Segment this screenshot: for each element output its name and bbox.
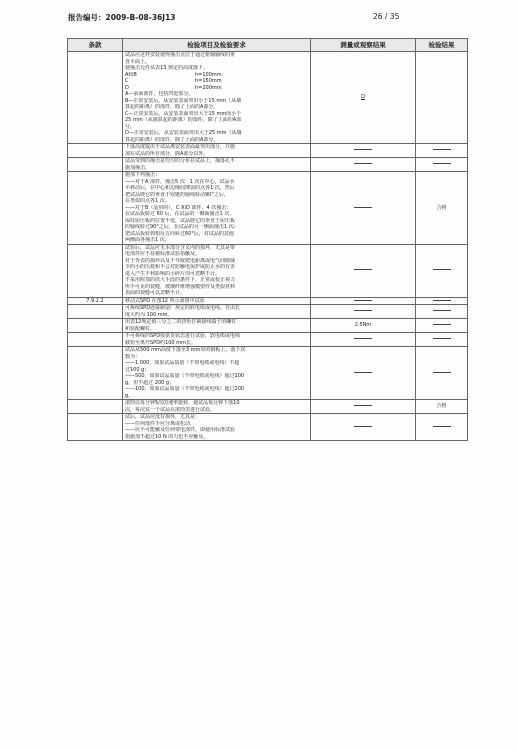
dash-mark — [354, 310, 372, 311]
requirement-cell — [123, 158, 311, 172]
verdict-cell — [416, 319, 468, 333]
requirement-line: 指施加不超过10 N 的力也不应触及。 — [125, 433, 209, 440]
requirement-line: 试品受到的撞击是均匀的分布在试品上，撞落孔不 — [125, 158, 236, 164]
requirement-line: 分。 — [125, 123, 136, 130]
dash-mark — [433, 372, 451, 373]
requirement-line: 和装配螺钉。 — [125, 325, 156, 332]
requirement-line: 在试品扳转过 60 后，在试品的一侧面撞击1 次， — [125, 211, 235, 217]
verdict-cell — [416, 158, 468, 172]
dash-mark — [354, 163, 372, 164]
dash-mark — [433, 338, 451, 339]
requirement-cell — [123, 244, 311, 297]
requirement-line: ——对于A 部件，撞击5 次：1 次在中心，试品水 — [125, 178, 235, 185]
column-header-clause: 条款 — [68, 39, 123, 52]
clause-cell — [68, 414, 123, 441]
table-row — [68, 158, 468, 172]
clause-cell — [68, 347, 123, 400]
table-row — [68, 347, 468, 400]
table-row — [68, 144, 468, 158]
dash-mark — [354, 300, 372, 301]
requirement-line: 下落高度取决于试品离安装表面最突出部分，并施 — [125, 144, 236, 150]
verdict-cell-text: 合格 — [436, 403, 447, 410]
dash-mark — [433, 163, 451, 164]
verdict-cell — [416, 347, 468, 400]
verdict-cell — [416, 144, 468, 158]
verdict-cell — [416, 172, 468, 245]
requirement-line: 数为： — [125, 353, 141, 360]
requirement-line: 把试品绕它的垂直于铰链的轴线转动90°之后， — [125, 191, 229, 198]
page-number: 26 / 35 — [373, 12, 400, 21]
clause-cell — [68, 172, 123, 245]
requirement-line: g。 — [125, 392, 134, 399]
dash-mark — [354, 207, 372, 208]
requirement-line: 不可拆线的SPD按供货状态进行试验，软电缆或电线 — [125, 333, 241, 339]
clause-cell — [68, 52, 123, 144]
dash-mark — [433, 426, 451, 427]
table-row — [68, 244, 468, 297]
clause-cell — [68, 244, 123, 297]
requirement-line: A和B h=100mm — [125, 71, 222, 78]
dash-mark — [433, 324, 451, 325]
requirement-line: 加在试品的所有部分，除A部分以外。 — [125, 150, 209, 157]
requirement-line: 施加撞击。 — [125, 164, 151, 171]
requirement-line: C h=150mm — [125, 78, 222, 84]
verdict-cell — [416, 52, 468, 144]
column-header-verdict: 检验结果 — [416, 39, 468, 52]
requirement-line: ——500，如果试品质量（不带电缆或电线）超过100 — [125, 373, 245, 379]
requirement-line: 保持屋压板的位置不变，试品绕它的垂直于屋压板 — [125, 217, 236, 224]
requirement-cell — [123, 319, 311, 333]
measurement-cell — [311, 297, 416, 305]
requirement-line: 可拆线SPD连接制造厂规定的软电缆或电线，自由长 — [125, 305, 241, 311]
table-row — [68, 305, 468, 319]
dash-mark — [433, 310, 451, 311]
report-number-label: 报告编号： — [68, 13, 106, 22]
measurement-cell — [311, 347, 416, 400]
requirement-line: 算起的距离）的部件，除了上面的A部分。 — [125, 136, 219, 143]
verdict-cell — [416, 297, 468, 305]
requirement-line: 滚筒以每分钟5次的速率旋转，使试品每分钟下落10 — [125, 400, 240, 406]
requirement-cell — [123, 347, 311, 400]
clause-cell — [68, 144, 123, 158]
inspection-table — [67, 38, 468, 441]
requirement-line: 过100 g； — [125, 366, 150, 373]
measurement-cell — [311, 52, 416, 144]
requirement-line: ——1 000，如果试品质量（不带电缆或电线）不超 — [125, 360, 240, 366]
requirement-line: 所不可见的裂缝，玻璃纤维增强模塑件及类似材料 — [125, 283, 236, 290]
column-header-measurement: 测量或观察结果 — [311, 39, 416, 52]
dash-mark — [433, 300, 451, 301]
verdict-cell — [416, 414, 468, 441]
requirement-line: D—正常安装后，从安装表面突出大于25 mm（从墙 — [125, 130, 242, 136]
requirement-line: ——100，如果试品质量（不带电缆或电线）超过200 — [125, 386, 245, 392]
report-number-header — [68, 12, 176, 23]
requirement-cell — [123, 305, 311, 319]
requirement-line: 截短至离开SPD约100 mm长。 — [125, 339, 196, 346]
requirement-cell — [123, 144, 311, 158]
requirement-line: A—前面部件，包括凹进部分。 — [125, 91, 194, 97]
dash-mark — [354, 149, 372, 150]
measurement-cell — [311, 158, 416, 172]
measurement-cell — [311, 144, 416, 158]
requirement-cell — [123, 52, 311, 144]
requirement-cell — [123, 414, 311, 441]
requirement-line: ——任何部件不应分离或松动， — [125, 420, 196, 427]
requirement-line: 度大约为 100 mm。 — [125, 311, 173, 318]
measurement-cell — [311, 400, 416, 414]
measurement-cell — [311, 244, 416, 297]
requirement-line: D h=200mm — [125, 84, 222, 91]
verdict-cell — [416, 244, 468, 297]
requirement-line: B—正常安装后，从安装表面突出小于15 mm（从墙 — [125, 97, 242, 104]
verdict-cell — [416, 305, 468, 319]
requirement-cell — [123, 172, 311, 245]
measurement-cell — [311, 414, 416, 441]
requirement-line: g，但不超过 200 g； — [125, 379, 175, 386]
measurement-cell-text: 2.5Nm — [354, 322, 372, 329]
dash-mark — [354, 338, 372, 339]
requirement-line: C—正常安装后，从安装表面突出大于15 mm而小于 — [125, 110, 242, 117]
dash-mark — [433, 269, 451, 270]
dash-mark — [354, 269, 372, 270]
requirement-line: 进入产生不利影响的小碎片均可忽略不计。 — [125, 270, 221, 277]
verdict-cell — [416, 333, 468, 347]
requirement-line: 在类似的点各1 次。 — [125, 198, 170, 204]
measurement-cell-text: D — [361, 94, 365, 101]
measurement-cell — [311, 333, 416, 347]
verdict-cell — [416, 400, 468, 414]
requirement-line: 25 mm（从墙算起的距离）的部件，除了上面的A部 — [125, 117, 242, 123]
clause-cell — [68, 319, 123, 333]
requirement-cell — [123, 400, 311, 414]
dash-mark — [433, 149, 451, 150]
requirement-line: 平移动后，在中心和边缘间薄弱的点各1 次，然后 — [125, 185, 235, 191]
clause-cell — [68, 333, 123, 347]
requirement-line: 两侧面各撞击1 次。 — [125, 237, 170, 243]
requirement-line: ——对于B（适用时），C 和D 部件，4 次撞击： — [125, 204, 232, 211]
clause-cell — [68, 305, 123, 319]
table-row — [68, 319, 468, 333]
column-header-items: 检验项目及检验要求 — [123, 39, 311, 52]
requirement-line: 试品从500 mm高度下落至3 mm厚的钢板上，落下次 — [125, 347, 246, 353]
requirement-line: 不采用附加的放大手段的条件下，正常或校正视力 — [125, 277, 236, 283]
measurement-cell — [311, 305, 416, 319]
requirement-line: 直平面上。 — [125, 58, 151, 65]
requirement-line: 的轴线转过90°之后，在试品的另一侧面撞击1 次； — [125, 224, 239, 230]
requirement-line: 试后，试品应没有损坏，尤其是： — [125, 414, 201, 420]
requirement-line: 次，每次仅一个试品在滚筒里进行试验。 — [125, 406, 216, 413]
table-row — [68, 172, 468, 245]
dash-mark — [354, 405, 372, 406]
table-row — [68, 414, 468, 441]
requirement-line: 算起的距离）的部件，除了上面的A部分。 — [125, 104, 219, 110]
table-row — [68, 52, 468, 144]
requirement-cell — [123, 333, 311, 347]
table-row — [68, 400, 468, 414]
requirement-line: 移动式SPD 在图12 所示滚筒中试验 — [125, 297, 205, 304]
clause-cell: 7.9.2.2 — [68, 297, 123, 305]
requirement-line: 用表12规定值三分之二的扭矩拧紧接线端子的螺钉 — [125, 319, 237, 325]
table-row — [68, 297, 468, 305]
requirement-line: 施加下列撞击： — [125, 172, 161, 178]
table-header-row — [68, 39, 468, 52]
dash-mark — [354, 372, 372, 373]
requirement-line: 使撞击元件从表13 规定的高度落下。 — [125, 65, 208, 71]
dash-mark — [354, 426, 372, 427]
report-number: 2009-B-08-36J13 — [105, 13, 176, 22]
measurement-cell — [311, 172, 416, 245]
requirement-line: 少的小的压痕和不会对防触电保护或防止水的有害 — [125, 264, 236, 270]
requirement-line: ——应不可能触及任何带电部件，即使用标准试验 — [125, 427, 236, 433]
verdict-cell-text: 合格 — [436, 204, 447, 211]
requirement-line: 把试品扳转到相反方向转过60°后，对试品的其他 — [125, 230, 234, 237]
clause-cell — [68, 158, 123, 172]
requirement-line: 对于外表的损坏以及不导致爬电距离或电气间隙减 — [125, 257, 236, 264]
requirement-line: 试品应这样安装使得撞击点位于通过枢轴轴线的垂 — [125, 52, 236, 58]
table-row — [68, 333, 468, 347]
requirement-cell — [123, 297, 311, 305]
requirement-line: 电部件应不易被标准试验指触及。 — [125, 251, 201, 257]
measurement-cell — [311, 319, 416, 333]
clause-cell — [68, 400, 123, 414]
requirement-line: 表面的裂缝可以忽略不计。 — [125, 290, 186, 296]
requirement-line: 试验后，试品应无本部分含义内的损坏，尤其是带 — [125, 244, 236, 251]
